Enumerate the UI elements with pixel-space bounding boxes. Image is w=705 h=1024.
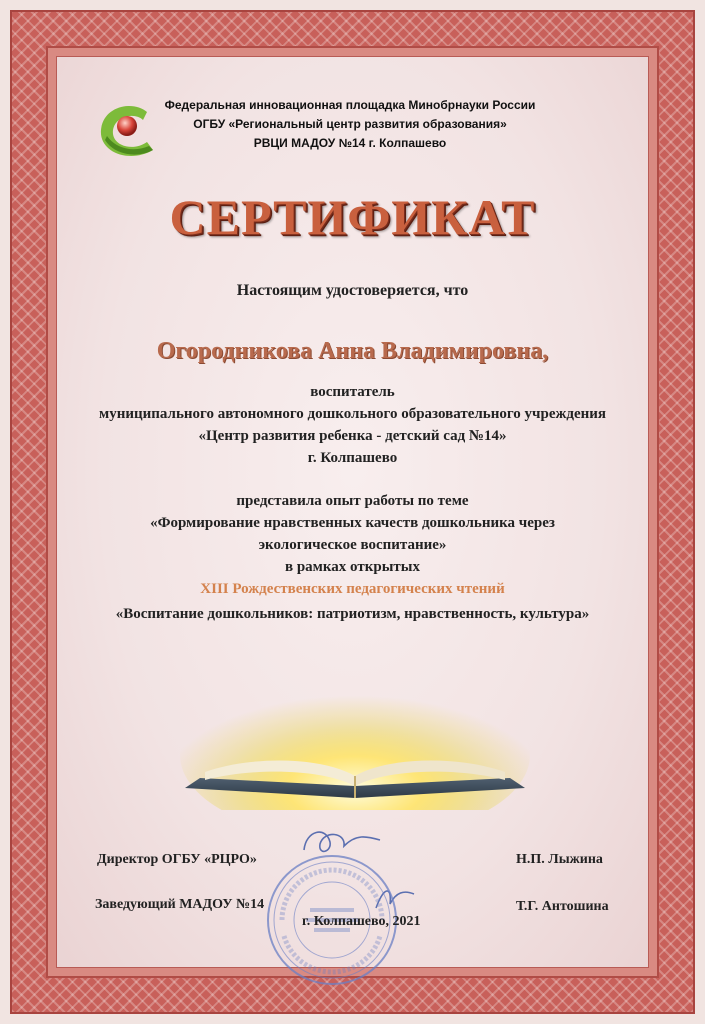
rcro-logo-icon	[95, 100, 159, 164]
organization-line-1: муниципального автономного дошкольного образовательного учреждения	[98, 406, 607, 422]
signature-role-director: Директор ОГБУ «РЦРО»	[97, 852, 257, 867]
signature-name-director: Н.П. Лыжина	[516, 852, 603, 867]
header-line-2: ОГБУ «Региональный центр развития образования»	[193, 117, 507, 131]
header-line-1: Федеральная инновационная площадка Минобрнауки России	[164, 98, 536, 112]
event-subtitle: «Воспитание дошкольников: патриотизм, нравственность, культура»	[115, 606, 590, 622]
body-line-1: представила опыт работы по теме	[236, 493, 469, 509]
certificate-title: СЕРТИФИКАТ	[169, 189, 536, 245]
organization-city: г. Колпашево	[307, 450, 398, 466]
signature-role-head: Заведующий МАДОУ №14	[95, 897, 265, 912]
header-line-3: РВЦИ МАДОУ №14 г. Колпашево	[253, 136, 447, 150]
organization-line-2: «Центр развития ребенка - детский сад №14»	[198, 428, 507, 444]
body-line-4: в рамках открытых	[284, 559, 421, 575]
place-and-date: г. Колпашево, 2021	[302, 914, 421, 929]
open-book-icon	[170, 660, 540, 810]
body-line-2: «Формирование нравственных качеств дошкольника через	[150, 515, 555, 531]
signature-name-head: Т.Г. Антошина	[516, 899, 609, 914]
body-line-3: экологическое воспитание»	[258, 537, 447, 553]
recipient-name: Огородникова Анна Владимировна,	[156, 338, 549, 364]
recipient-position: воспитатель	[310, 384, 395, 400]
event-name: XIII Рождественских педагогических чтений	[200, 581, 505, 597]
intro-text: Настоящим удостоверяется, что	[236, 282, 469, 299]
